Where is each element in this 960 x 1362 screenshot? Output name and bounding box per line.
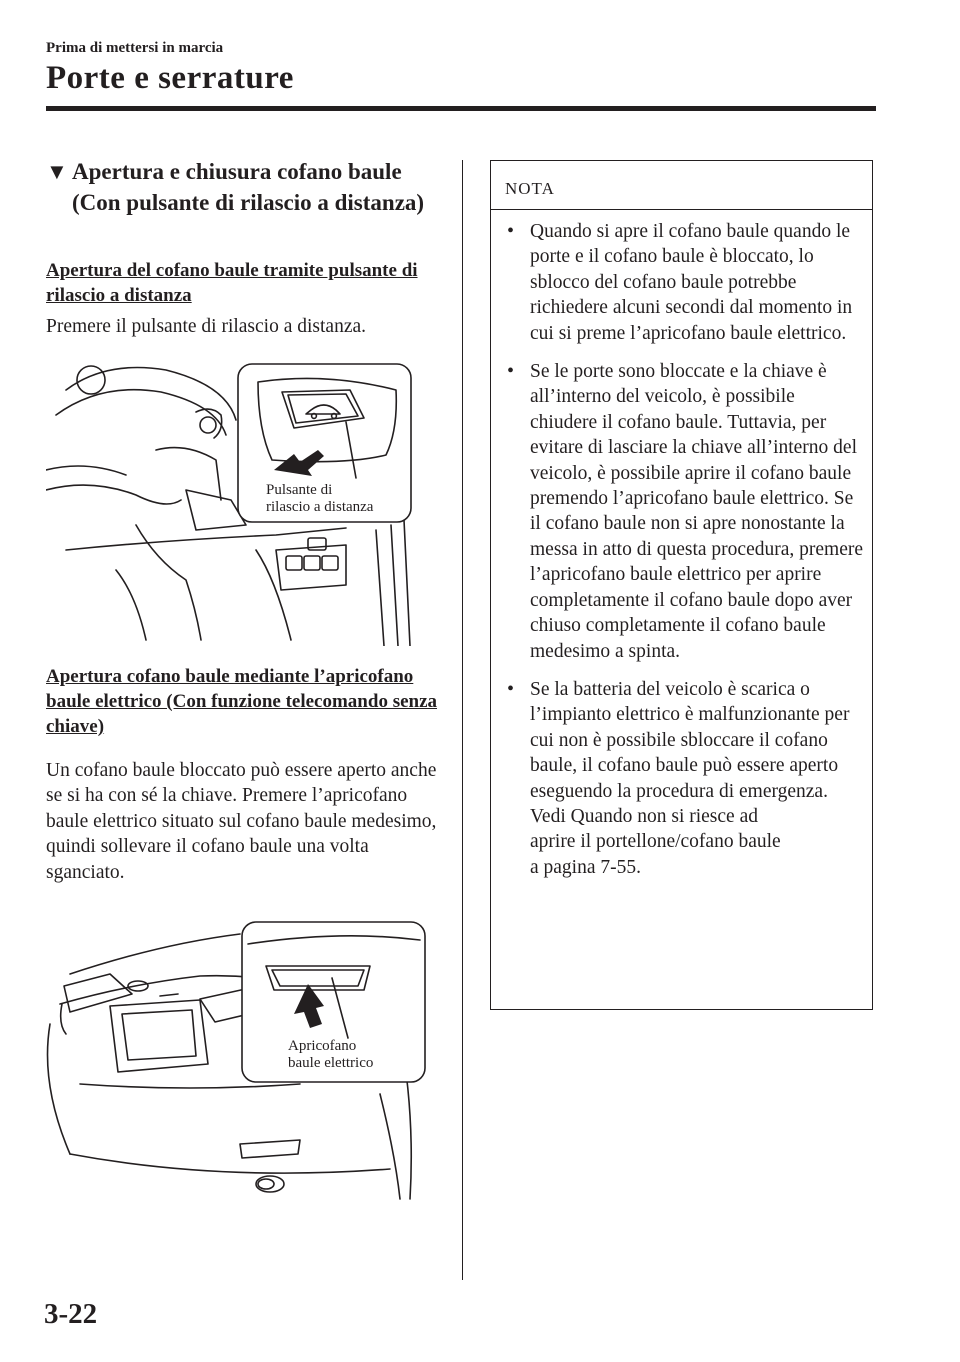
- subheading-electric-opener: Apertura cofano baule mediante l’apricofano baule elettrico (Con funzione telecomando senza chiave): [46, 666, 438, 737]
- note-box: [490, 160, 873, 1010]
- page-title: Porte e serrature: [46, 60, 294, 96]
- note-item: • Quando si apre il cofano baule quando le porte e il cofano baule è bloccato, lo sblocco del cofano baule potrebbe richiedere alcuni secondi dal momento in cui si preme l’apricofano baule elettrico.: [507, 220, 853, 344]
- note-title: NOTA: [505, 179, 555, 198]
- note-list: [503, 219, 863, 893]
- header-rule: [46, 106, 876, 111]
- callout-label-remote-release: Pulsante di rilascio a distanza: [266, 482, 374, 515]
- paragraph-electric-opener: Un cofano baule bloccato può essere aperto anche se si ha con sé la chiave. Premere l’apricofano baule elettrico situato sul cofano baule medesimo, quindi sollevare il cofano baule una volta sganciato.: [46, 760, 437, 883]
- callout-label-electric-opener: Apricofano baule elettrico: [288, 1038, 374, 1071]
- page-number: 3-22: [44, 1298, 98, 1330]
- bullet-icon: •: [507, 360, 515, 383]
- column-divider: [462, 160, 463, 1280]
- paragraph-press-button: Premere il pulsante di rilascio a distanza.: [46, 316, 367, 337]
- note-item: • Se le porte sono bloccate e la chiave è all’interno del veicolo, è possibile chiudere il cofano baule. Tuttavia, per evitare di lasciare la chiave all’interno del veicolo, è possibile aprire il cofano baule premendo l’apricofano baule elettrico. Se il cofano baule non si apre nonostante la messa in atto di questa procedura, premere l’apricofano baule elettrico per aprire completamente il cofano baule dopo aver chiuso completamente il cofano baule medesimo a spinta.: [507, 360, 863, 662]
- subheading-remote-release: Apertura del cofano baule tramite pulsante di rilascio a distanza: [46, 260, 418, 306]
- section-heading: ▼ Apertura e chiusura cofano baule (Con pulsante di rilascio a distanza): [46, 156, 446, 218]
- bullet-icon: •: [507, 220, 515, 242]
- running-header-section: Prima di mettersi in marcia: [46, 40, 224, 56]
- triangle-down-icon: ▼: [46, 159, 68, 184]
- bullet-icon: •: [507, 677, 515, 700]
- note-item: • Se la batteria del veicolo è scarica o l’impianto elettrico è malfunzionante per cui non è possibile sbloccare il cofano baule, il cofano baule può essere aperto eseguendo la procedura di emergenza. Vedi Quando non si riesce ad aprire il portellone/cofano baule a pagina 7-55.: [503, 677, 863, 880]
- note-reference: Vedi Quando non si riesce ad aprire il portellone/cofano baule a pagina 7-55.: [530, 805, 781, 878]
- note-rule: [491, 209, 872, 210]
